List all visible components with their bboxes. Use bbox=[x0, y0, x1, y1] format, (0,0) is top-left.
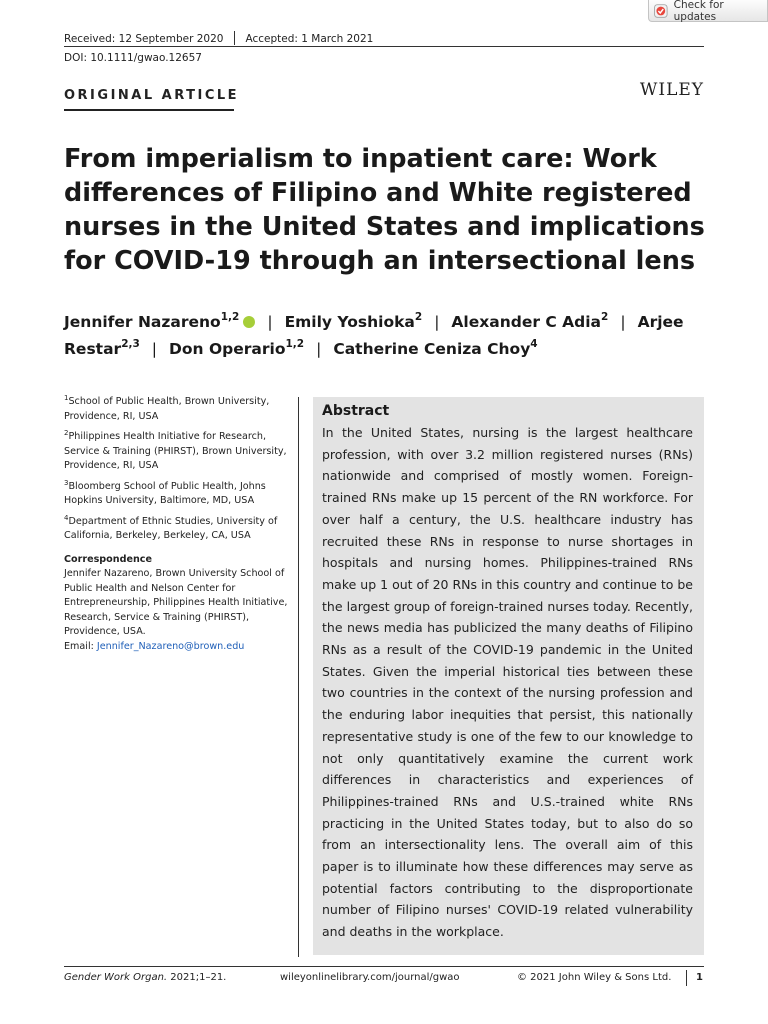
author-name: Alexander C Adia bbox=[451, 313, 602, 331]
affiliations bbox=[64, 395, 289, 654]
check-updates-label: Check for updates bbox=[673, 0, 724, 23]
author-separator: | bbox=[151, 340, 158, 358]
journal-name: Gender Work Organ. bbox=[64, 972, 168, 983]
author-separator: | bbox=[267, 313, 273, 331]
author-name: Don Operario bbox=[169, 340, 286, 358]
column-divider bbox=[298, 397, 299, 957]
citation-detail: 2021;1–21. bbox=[167, 972, 227, 983]
article-type-underline bbox=[64, 109, 234, 111]
author bbox=[451, 313, 608, 331]
footer-divider bbox=[64, 966, 704, 967]
author bbox=[333, 340, 537, 358]
correspondence-heading: Correspondence bbox=[64, 553, 152, 565]
orcid-icon[interactable] bbox=[243, 316, 255, 328]
header-divider bbox=[64, 46, 704, 47]
email-link[interactable]: Jennifer_Nazareno@brown.edu bbox=[96, 640, 245, 652]
author-separator: | bbox=[620, 313, 626, 331]
author-separator: | bbox=[434, 313, 440, 331]
abstract-box bbox=[313, 397, 704, 955]
author-separator: | bbox=[316, 340, 322, 358]
received-date: Received: 12 September 2020 bbox=[64, 33, 224, 45]
author-affiliation-marker: 2,3 bbox=[121, 338, 140, 350]
journal-url[interactable]: wileyonlinelibrary.com/journal/gwao bbox=[280, 972, 460, 983]
accepted-date: Accepted: 1 March 2021 bbox=[245, 33, 374, 45]
page-number: 1 bbox=[696, 972, 703, 983]
author-affiliation-marker: 1,2 bbox=[220, 311, 240, 323]
author bbox=[169, 340, 304, 358]
affiliation-list bbox=[64, 395, 289, 544]
abstract-text: In the United States, nursing is the largest healthcare profession, with over 3.2 million registered nurses (RNs) nationwide and comprised of mostly women. Foreign-trained RNs make up 15 percent of the RN workforce. For over half a century, the U.S. healthcare industry has recruited these RNs in response to nurse shortages in hospitals and nursing homes. Philippines-trained RNs make up 1 out of 20 RNs in this country and continue to be the largest group of foreign-trained nurses today. Recently, the news media has publicized the many deaths of Filipino RNs as a result of the COVID-19 pandemic in the United States. Given the imperial historical ties between these two countries in the context of the nursing profession and the enduring labor inequities that persist, this nationally representative study is one of the few to our knowledge to not only quantitatively examine the current work differences in characteristics and experiences of Philippines-trained RNs and U.S.-trained white RNs practicing in the United States today, but to also do so from an intersectionality lens. The overall aim of this paper is to illuminate how these differences may serve as potential factors contributing to the disproportionate number of Filipino nurses' COVID-19 related vulnerability and deaths in the workplace. bbox=[322, 425, 693, 940]
affiliation-text: Philippines Health Initiative for Research, Service & Training (PHIRST), Brown University, Providence, RI, USA bbox=[64, 431, 287, 471]
email-label: Email: bbox=[64, 640, 97, 652]
affiliation-number: 3 bbox=[64, 478, 69, 487]
affiliation bbox=[64, 480, 289, 509]
article-title: From imperialism to inpatient care: Work differences of Filipino and White registered nurses in the United States and implications for COVID-19 through an intersectional lens bbox=[64, 144, 705, 276]
affiliation bbox=[64, 395, 289, 424]
affiliation bbox=[64, 515, 289, 544]
doi[interactable]: DOI: 10.1111/gwao.12657 bbox=[64, 52, 202, 64]
date-separator bbox=[234, 31, 235, 45]
author-list bbox=[64, 309, 724, 363]
page-number-separator bbox=[686, 970, 687, 986]
affiliation-number: 4 bbox=[64, 513, 69, 522]
affiliation-text: Bloomberg School of Public Health, Johns Hopkins University, Baltimore, MD, USA bbox=[64, 480, 266, 506]
check-updates-icon bbox=[654, 4, 668, 18]
affiliation-text: Department of Ethnic Studies, University of California, Berkeley, Berkeley, CA, USA bbox=[64, 515, 278, 541]
footer-citation bbox=[64, 972, 226, 983]
copyright: © 2021 John Wiley & Sons Ltd. bbox=[517, 972, 672, 983]
check-for-updates-button[interactable] bbox=[648, 0, 768, 22]
affiliation-number: 2 bbox=[64, 429, 69, 437]
author-name: Catherine Ceniza Choy bbox=[333, 340, 531, 358]
publisher-logo: WILEY bbox=[639, 80, 704, 100]
article-type: ORIGINAL ARTICLE bbox=[64, 88, 240, 103]
author-affiliation-marker: 2 bbox=[601, 311, 609, 323]
correspondence-text: Jennifer Nazareno, Brown University School of Public Health and Nelson Center for Entrepreneurship, Philippines Health Initiative, Research, Service & Training (PHIRST), Providence, USA. bbox=[64, 568, 288, 637]
correspondence-email-line bbox=[64, 640, 289, 655]
affiliation-text: School of Public Health, Brown University, Providence, RI, USA bbox=[64, 396, 270, 422]
author-name: Arjee Restar bbox=[64, 313, 684, 358]
submission-dates bbox=[64, 31, 373, 45]
author-affiliation-marker: 1,2 bbox=[285, 338, 305, 350]
author-name: Emily Yoshioka bbox=[284, 313, 415, 331]
affiliation bbox=[64, 430, 289, 474]
author bbox=[285, 313, 423, 331]
author bbox=[64, 313, 255, 331]
author-affiliation-marker: 2 bbox=[414, 311, 423, 323]
author-affiliation-marker: 4 bbox=[530, 338, 538, 350]
abstract-heading: Abstract bbox=[322, 403, 390, 419]
affiliation-number: 1 bbox=[64, 394, 69, 402]
author-name: Jennifer Nazareno bbox=[64, 313, 221, 331]
